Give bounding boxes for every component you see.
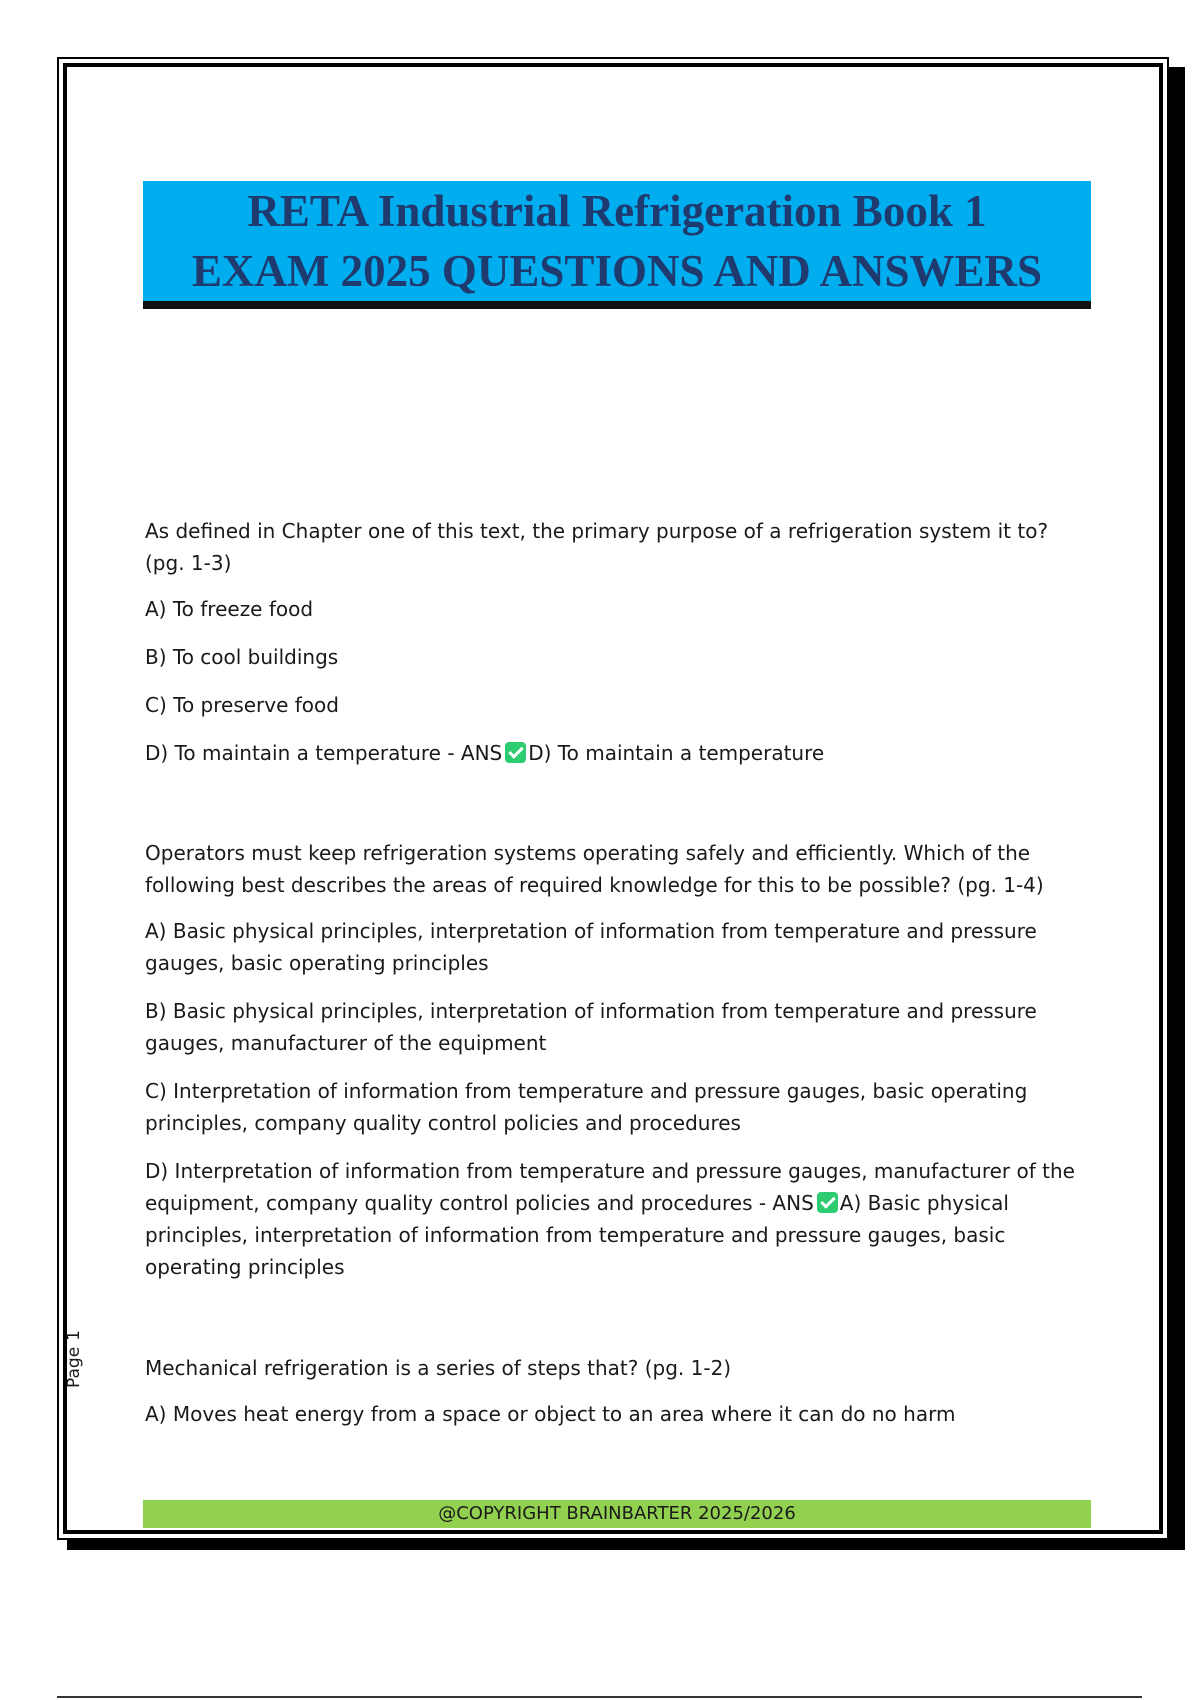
- option-c: C) Interpretation of information from temperature and pressure gauges, basic operating principles, company quality control policies and procedures: [145, 1079, 1028, 1135]
- check-mark-icon: [817, 1192, 838, 1213]
- option-a: A) Moves heat energy from a space or object to an area where it can do no harm: [145, 1402, 956, 1426]
- page-label-text: Page: [64, 1346, 84, 1388]
- bottom-divider: [57, 1696, 1142, 1698]
- option-b: B) Basic physical principles, interpretation of information from temperature and pressure gauges, manufacturer of the equipment: [145, 999, 1037, 1055]
- option-b: B) To cool buildings: [145, 645, 339, 669]
- option-c: C) To preserve food: [145, 693, 339, 717]
- option-a: A) Basic physical principles, interpretation of information from temperature and pressure gauges, basic operating principles: [145, 919, 1037, 975]
- answer-text: D) To maintain a temperature: [528, 741, 825, 765]
- option-d: D) To maintain a temperature - ANS: [145, 741, 503, 765]
- title-banner: [143, 181, 1091, 309]
- answer-text: A) Basic physical principles, interpretation of information from temperature and pressure gauges, basic operating principles: [145, 1191, 1009, 1279]
- page-number: 1: [64, 1330, 84, 1341]
- footer-copyright-text: @COPYRIGHT BRAINBARTER 2025/2026: [438, 1503, 796, 1524]
- option-d-with-answer: [145, 737, 1090, 769]
- title-line-2: EXAM 2025 QUESTIONS AND ANSWERS: [191, 246, 1043, 296]
- footer-copyright-bar: [143, 1500, 1091, 1528]
- question-block-1: [145, 515, 1090, 785]
- page-number-label: [60, 1296, 88, 1388]
- question-text: Mechanical refrigeration is a series of steps that? (pg. 1-2): [145, 1356, 732, 1380]
- check-mark-icon: [505, 742, 526, 763]
- question-text: Operators must keep refrigeration systems operating safely and efficiently. Which of the following best describes the areas of required knowledge for this to be possible? (pg. 1-4): [145, 841, 1044, 897]
- title-line-1: RETA Industrial Refrigeration Book 1: [247, 186, 987, 236]
- question-text: As defined in Chapter one of this text, the primary purpose of a refrigeration system it to? (pg. 1-3): [145, 519, 1049, 575]
- option-d: D) Interpretation of information from temperature and pressure gauges, manufacturer of the equipment, company quality control policies and procedures - ANS: [145, 1159, 1075, 1215]
- option-a: A) To freeze food: [145, 597, 314, 621]
- option-d-with-answer: [145, 1155, 1090, 1283]
- question-block-2: [145, 837, 1090, 1299]
- question-block-3: [145, 1352, 1090, 1446]
